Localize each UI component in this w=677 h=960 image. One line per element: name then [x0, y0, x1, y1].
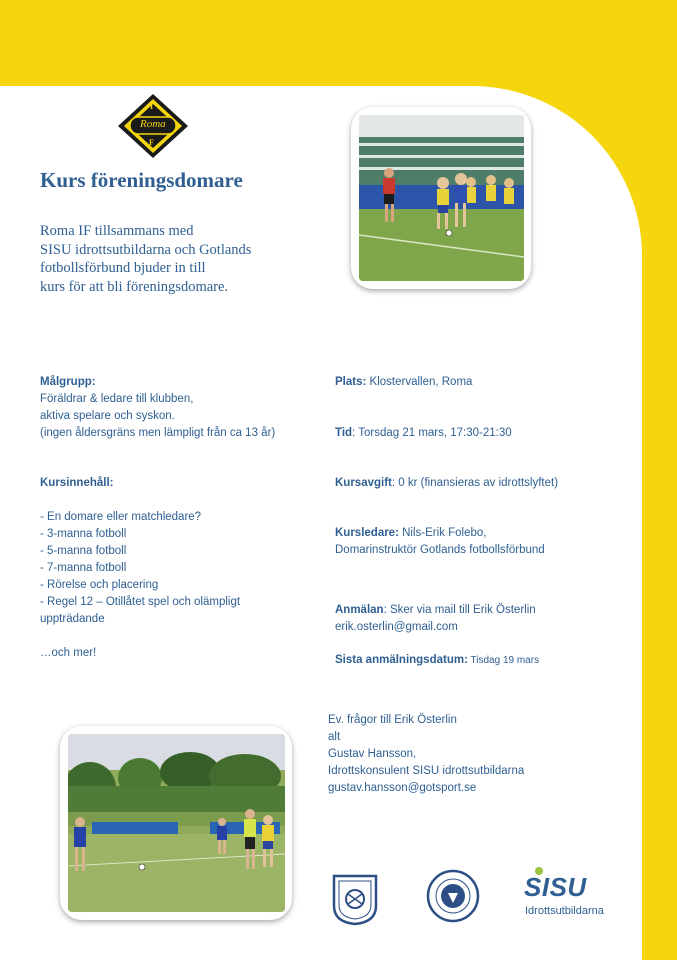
- contact-line: Idrottskonsulent SISU idrottsutbildarna: [328, 765, 525, 777]
- kursavgift-line: [335, 475, 558, 492]
- sista-label: Sista anmälningsdatum:: [335, 654, 468, 666]
- gotlands-fotbollsforbund-logo: [330, 872, 380, 926]
- kursinnehall-label: Kursinnehåll:: [40, 477, 114, 489]
- intro-line: SISU idrottsutbildarna och Gotlands: [40, 241, 252, 258]
- contact-email[interactable]: gustav.hansson@gotsport.se: [328, 782, 477, 794]
- malgrupp-line: (ingen åldersgräns men lämpligt från ca 13 år): [40, 427, 276, 439]
- kursinnehall-item: - Regel 12 – Otillåtet spel och olämpligt: [40, 596, 241, 608]
- logo-letter-bottom: F: [149, 138, 154, 147]
- gotlands-idrottsforbund-logo: [426, 869, 480, 923]
- kursinnehall-item: - 3-manna fotboll: [40, 528, 127, 540]
- kursledare-label: Kursledare:: [335, 527, 399, 539]
- tid-label: Tid: [335, 427, 353, 439]
- sista-value: Tisdag 19 mars: [467, 655, 540, 666]
- kursavgift-label: Kursavgift: [335, 477, 392, 489]
- malgrupp-section: [40, 374, 275, 442]
- contact-line: Gustav Hansson,: [328, 748, 417, 760]
- plats-label: Plats:: [335, 376, 367, 388]
- anmalan-email[interactable]: erik.osterlin@gmail.com: [335, 621, 458, 633]
- kursledare-section: [335, 525, 545, 559]
- sisu-logo: [524, 866, 634, 922]
- tid-value: : Torsdag 21 mars, 17:30-21:30: [352, 427, 512, 439]
- anmalan-label: Anmälan: [335, 604, 384, 616]
- kursledare-line2: Domarinstruktör Gotlands fotbollsförbund: [335, 544, 545, 556]
- contact-line: alt: [328, 731, 341, 743]
- anmalan-section: [335, 602, 536, 636]
- plats-line: [335, 374, 472, 391]
- kursinnehall-item: - Rörelse och placering: [40, 579, 159, 591]
- roma-if-logo: [116, 92, 190, 160]
- contact-section: [328, 712, 524, 797]
- intro-line: kurs för att bli föreningsdomare.: [40, 278, 229, 295]
- kursinnehall-item: - 5-manna fotboll: [40, 545, 127, 557]
- page-title: Kurs föreningsdomare: [40, 168, 243, 192]
- kursinnehall-section: [40, 475, 240, 662]
- top-photo: [351, 107, 531, 289]
- malgrupp-label: Målgrupp:: [40, 376, 96, 388]
- kursinnehall-item: uppträdande: [40, 613, 105, 625]
- roma-logo-text: Roma: [140, 118, 166, 130]
- kursledare-value: Nils-Erik Folebo,: [398, 527, 487, 539]
- intro-line: Roma IF tillsammans med: [40, 223, 194, 239]
- plats-value: Klostervallen, Roma: [366, 376, 473, 388]
- malgrupp-line: Föräldrar & ledare till klubben,: [40, 393, 194, 405]
- intro-line: fotbollsförbund bjuder in till: [40, 260, 206, 276]
- kursinnehall-item: - En domare eller matchledare?: [40, 511, 202, 523]
- bottom-photo: [60, 726, 292, 920]
- intro-text: [40, 222, 251, 296]
- logo-letter-top: I: [150, 102, 154, 111]
- anmalan-value: : Sker via mail till Erik Österlin: [383, 604, 536, 616]
- sista-line: [335, 652, 539, 669]
- malgrupp-line: aktiva spelare och syskon.: [40, 410, 175, 422]
- sisu-logo-sub: Idrottsutbildarna: [525, 905, 604, 917]
- kursinnehall-item: - 7-manna fotboll: [40, 562, 127, 574]
- kursavgift-value: : 0 kr (finansieras av idrottslyftet): [391, 477, 559, 489]
- tid-line: [335, 425, 512, 442]
- sisu-logo-text: SISU: [524, 872, 587, 902]
- contact-line: Ev. frågor till Erik Österlin: [328, 714, 457, 726]
- kursinnehall-more: …och mer!: [40, 647, 97, 659]
